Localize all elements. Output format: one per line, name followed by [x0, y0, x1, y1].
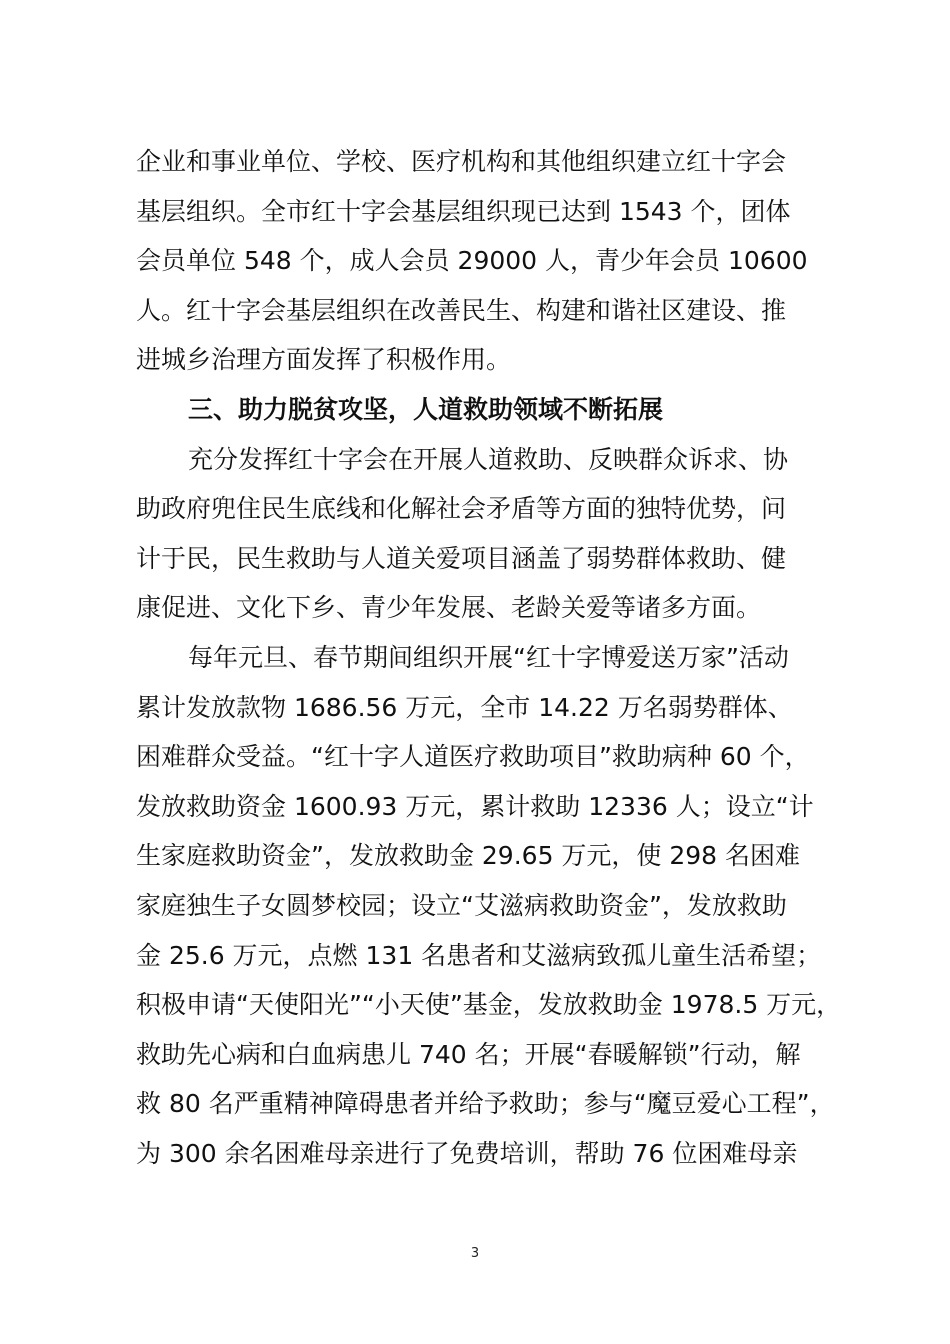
text-line: 累计发放款物 1686.56 万元，全市 14.22 万名弱势群体、: [136, 692, 793, 722]
text-line: 助政府兜住民生底线和化解社会矛盾等方面的独特优势，问: [136, 494, 787, 524]
text-line: 每年元旦、春节期间组织开展“红十字博爱送万家”活动: [188, 642, 789, 672]
section-heading: 三、助力脱贫攻坚，人道救助领域不断拓展: [188, 394, 664, 424]
text-line: 充分发挥红十字会在开展人道救助、反映群众诉求、协: [188, 444, 789, 474]
text-line: 救助先心病和白血病患儿 740 名；开展“春暖解锁”行动，解: [136, 1039, 801, 1069]
text-line: 金 25.6 万元，点燃 131 名患者和艾滋病致孤儿童生活希望；: [136, 940, 822, 970]
page-number: 3: [470, 1246, 480, 1261]
text-line: 积极申请“天使阳光”“小天使”基金，发放救助金 1978.5 万元，: [136, 990, 842, 1020]
text-line: 会员单位 548 个，成人会员 29000 人，青少年会员 10600: [136, 246, 808, 276]
text-line: 康促进、文化下乡、青少年发展、老龄关爱等诸多方面。: [136, 593, 762, 623]
body-text: [136, 137, 842, 1178]
text-line: 计于民，民生救助与人道关爱项目涵盖了弱势群体救助、健: [136, 543, 787, 573]
text-line: 进城乡治理方面发挥了积极作用。: [136, 345, 512, 375]
text-line: 人。红十字会基层组织在改善民生、构建和谐社区建设、推: [136, 295, 787, 325]
text-line: 发放救助资金 1600.93 万元，累计救助 12336 人；设立“计: [136, 791, 814, 821]
text-line: 家庭独生子女圆梦校园；设立“艾滋病救助资金”，发放救助: [136, 890, 787, 920]
text-line: 企业和事业单位、学校、医疗机构和其他组织建立红十字会: [136, 147, 787, 176]
text-line: 救 80 名严重精神障碍患者并给予救助；参与“魔豆爱心工程”，: [136, 1089, 835, 1119]
text-line: 生家庭救助资金”，发放救助金 29.65 万元，使 298 名困难: [136, 841, 801, 871]
text-line: 基层组织。全市红十字会基层组织现已达到 1543 个，团体: [136, 196, 791, 226]
text-line: 困难群众受益。“红十字人道医疗救助项目”救助病种 60 个，: [136, 742, 810, 772]
text-line: 为 300 余名困难母亲进行了免费培训，帮助 76 位困难母亲: [136, 1138, 798, 1168]
